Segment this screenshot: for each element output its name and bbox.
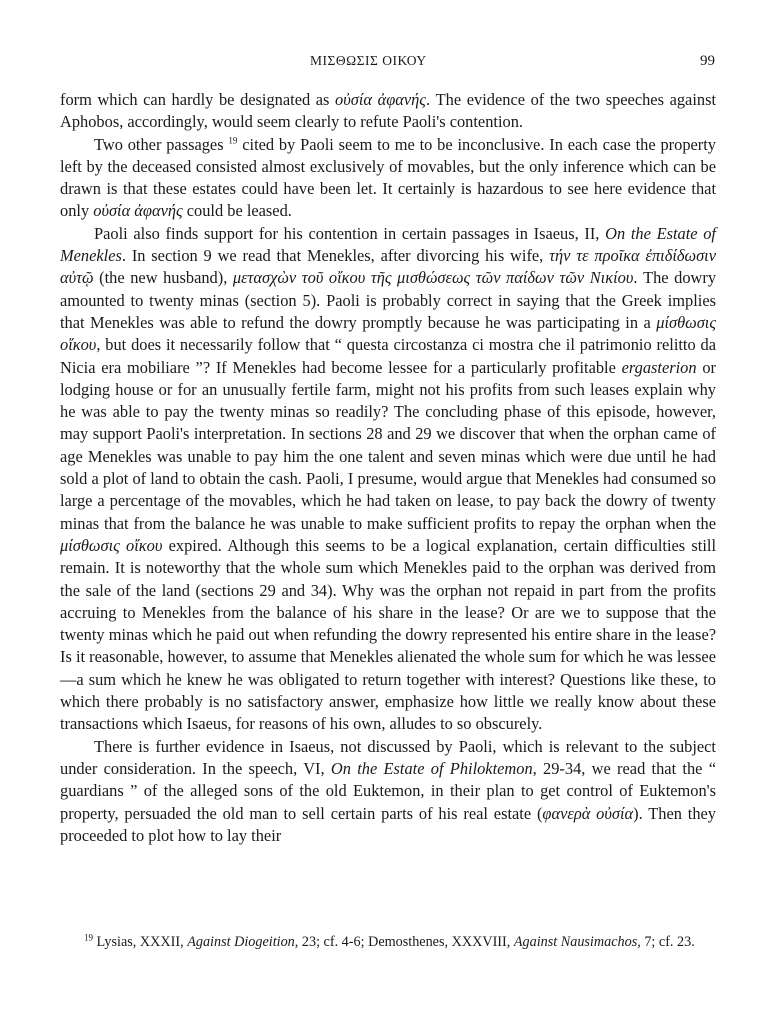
text-run: , 29-34, we read that the “ guardians ” of the alleged sons of the old Euktemon, in their plan to get control of Euktemon's property, persuaded the old man to sell certain parts of his real estate ( <box>60 758 716 823</box>
work-title: On the Estate of Menekles <box>60 223 716 266</box>
greek-term: μίσθωσις οἴκου <box>60 312 716 355</box>
page-number: 99 <box>700 53 715 69</box>
greek-quote: μετασχὼν τοῦ οἴκου τῆς μισθώσεως τῶν παίδων τῶν Νικίου <box>232 268 634 288</box>
work-title: On the Estate of Philoktemon <box>330 758 533 778</box>
footnote-reference: 19 <box>228 135 238 146</box>
paragraph-3 <box>60 223 716 736</box>
greek-term: μίσθωσις οἴκου <box>60 535 163 555</box>
text-run: Paoli also finds support for his contention in certain passages in Isaeus, II, <box>94 223 606 243</box>
work-title: Against Nausimachos <box>513 934 638 950</box>
text-run: There is further evidence in Isaeus, not discussed by Paoli, which is relevant to the subject under consideration. In the speech, VI, <box>60 736 716 778</box>
text-run: expired. Although this seems to be a logical explanation, certain difficulties still remain. It is noteworthy that the whole sum which Menekles paid to the orphan was derived from the sale of the land (sections 29 and 34). Why was the orphan not repaid in part from the profits accruing to Menekles from the balance of his share in the lease? Or are we to suppose that the twenty minas which he paid out when refunding the dowry represented his entire share in the lease? Is it reasonable, however, to assume that Menekles alienated the whole sum for which he was lessee—a sum which he knew he was obligated to return together with interest? Questions like these, to which there probably is no satisfactory answer, emphasize how little we really know about these transactions which Isaeus, for reasons of his own, alludes to so obscurely. <box>60 535 716 734</box>
text-run: Two other passages <box>94 134 229 154</box>
latin-term: ergasterion <box>621 357 697 377</box>
text-run: ). Then they proceeded to plot how to lay their <box>60 803 716 845</box>
footnote-number: 19 <box>84 932 93 943</box>
text-run: (the new husband), <box>93 268 233 288</box>
body-text <box>60 89 716 847</box>
greek-term: οὐσία ἀφανής <box>93 201 183 221</box>
work-title: Against Diogeition <box>187 934 295 950</box>
greek-term: φανερὰ οὐσία <box>542 803 634 823</box>
paragraph-4 <box>60 736 716 847</box>
text-run: , 23; cf. 4-6; Demosthenes, XXXVIII, <box>294 934 514 950</box>
text-run: could be leased. <box>182 201 292 221</box>
paragraph-2 <box>60 134 716 223</box>
page-header <box>0 53 777 77</box>
text-run: , but does it necessarily follow that “ questa circostanza ci mostra che il patrimonio relitto da Nicia era mobiliare ”? If Menekles had become lessee for a particularly profitable <box>60 335 716 377</box>
text-run: . The dowry amounted to twenty minas (section 5). Paoli is probably correct in saying that the Greek implies that Menekles was able to refund the dowry promptly because he was participating in a <box>60 268 717 332</box>
text-run: form which can hardly be designated as <box>60 90 336 109</box>
greek-quote: τήν τε προῖκα ἐπιδίδωσιν αὐτῷ <box>60 246 716 288</box>
running-head: ΜΙΣΘΩΣΙΣ ΟΙΚΟΥ <box>310 53 427 68</box>
text-run: cited by Paoli seem to me to be inconclusive. In each case the property left by the deceased consisted almost exclusively of movables, but the only inference which can be drawn is that these estates could have been let. It certainly is hazardous to see here evidence that only <box>60 134 716 221</box>
text-run: . In section 9 we read that Menekles, after divorcing his wife, <box>121 246 550 266</box>
text-run: , 7; cf. 23. <box>637 934 695 950</box>
text-run: . The evidence of the two speeches against Aphobos, accordingly, would seem clearly to refute Paoli's contention. <box>60 90 716 132</box>
footnote <box>60 932 716 952</box>
text-run: Lysias, XXXII, <box>93 934 188 950</box>
text-run: or lodging house or for an unusually fertile farm, might not his profits from such leases explain why he was able to pay the twenty minas so readily? The concluding phase of this episode, however, may support Paoli's interpretation. In sections 28 and 29 we discover that when the orphan came of age Menekles was unable to pay him the one talent and seven minas which were due until he had sold a plot of land to obtain the cash. Paoli, I presume, would argue that Menekles had consumed so large a percentage of the movables, which he had taken on lease, to pay back the dowry of twenty minas that from the balance he was unable to make sufficient profits to repay the orphan when the <box>60 357 716 533</box>
paragraph-1 <box>60 89 716 134</box>
greek-term: οὐσία ἀφανής <box>335 90 426 109</box>
